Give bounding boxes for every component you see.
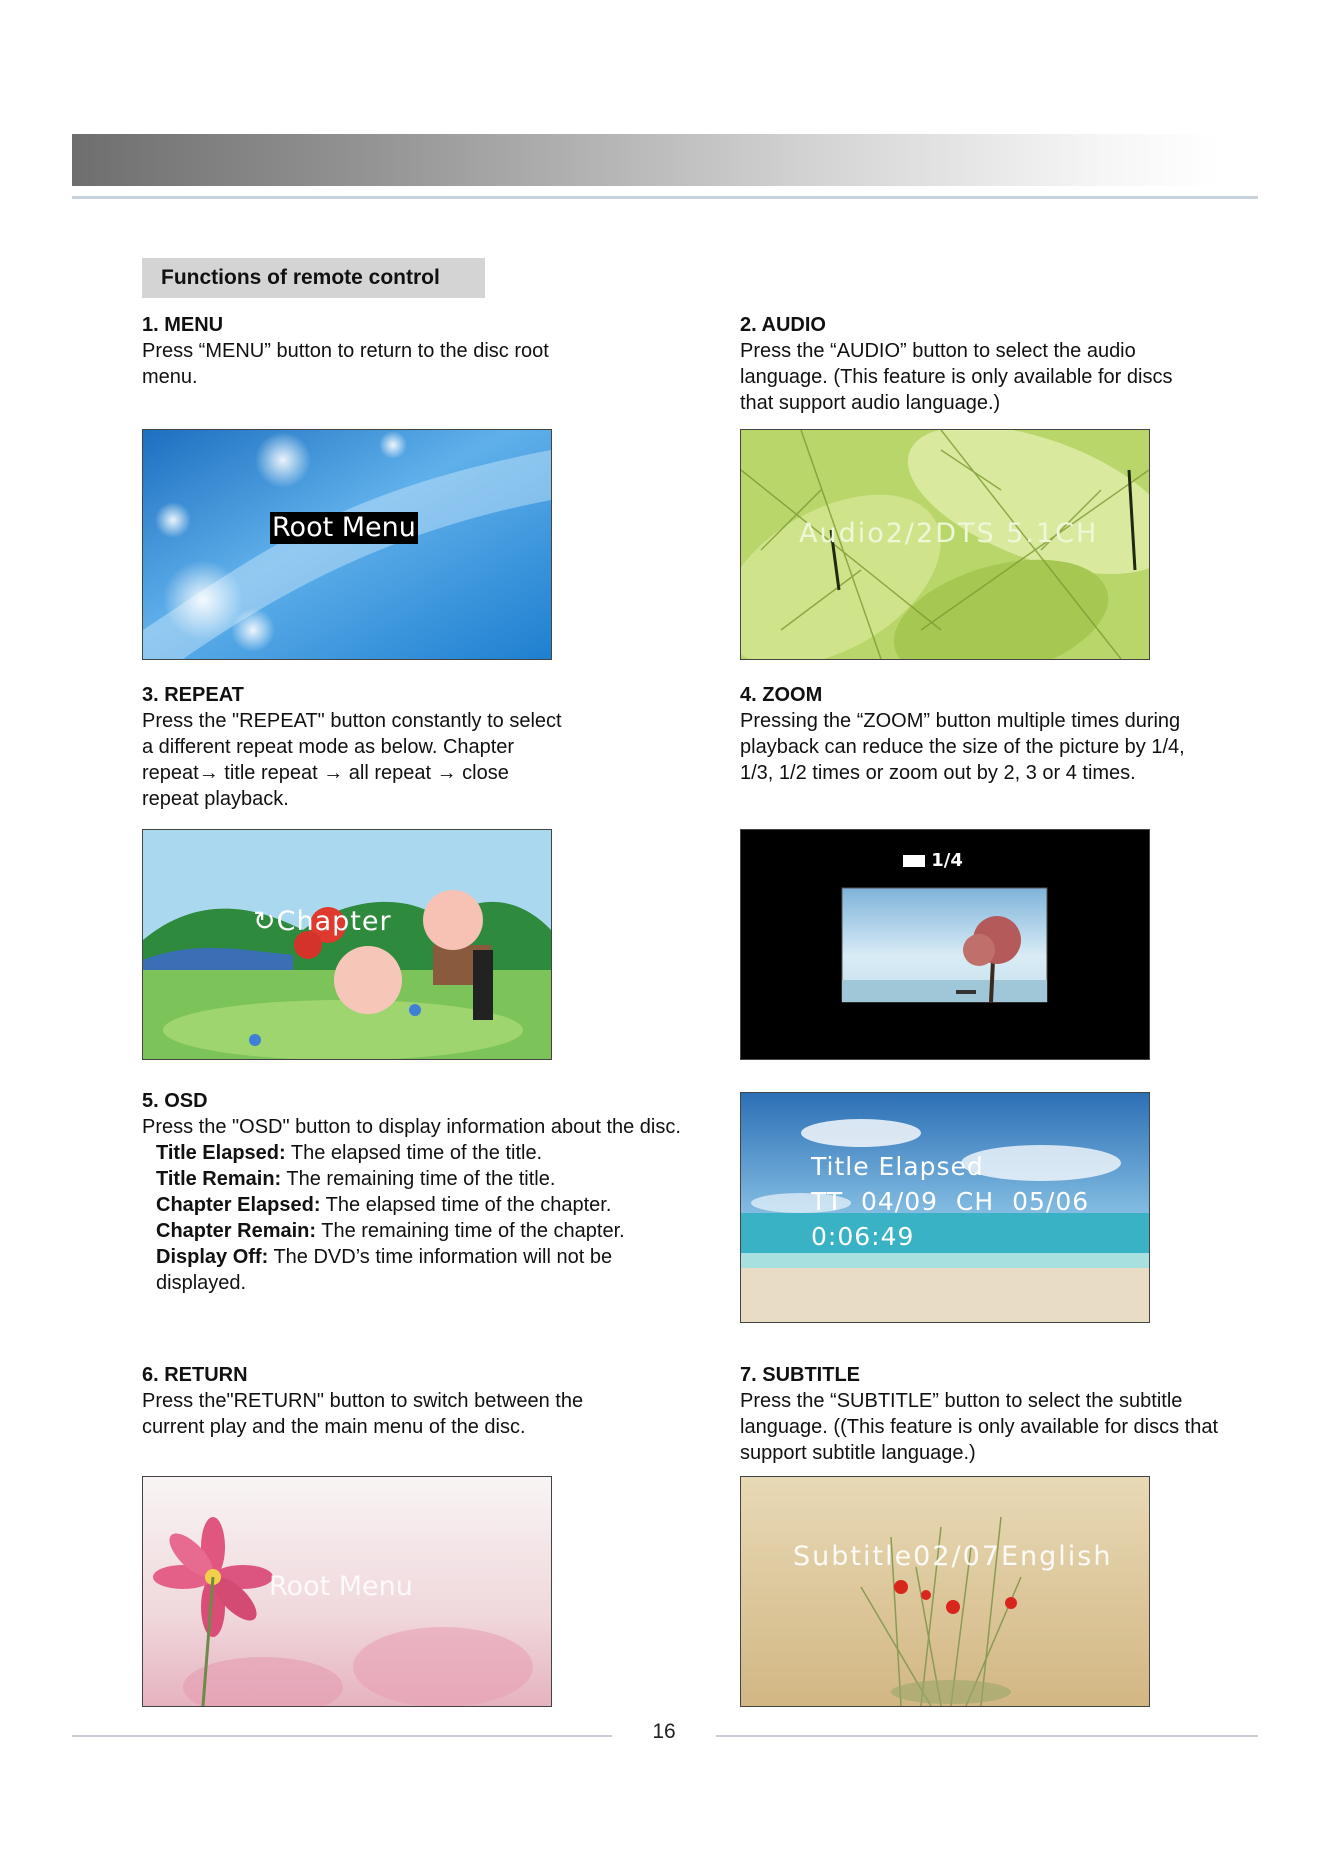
subtitle-description: Press the “SUBTITLE” button to select the subtitle language. ((This feature is only available for discs that support subtitle language.) xyxy=(740,1390,1219,1464)
header-bar xyxy=(72,134,1220,186)
osd-overlay-line1: Title Elapsed xyxy=(811,1152,984,1181)
audio-section xyxy=(740,312,1300,416)
menu-description: Press “MENU” button to return to the disc root menu. xyxy=(142,340,549,388)
return-section xyxy=(142,1362,702,1440)
osd-desc: The elapsed time of the title. xyxy=(285,1142,543,1164)
repeat-section xyxy=(142,682,702,812)
subtitle-heading: 7. SUBTITLE xyxy=(740,1364,861,1386)
repeat-heading: 3. REPEAT xyxy=(142,684,244,706)
osd-entry xyxy=(156,1140,712,1166)
return-screen-image xyxy=(142,1476,552,1707)
osd-entry xyxy=(156,1192,712,1218)
repeat-description: Press the "REPEAT" button constantly to select a different repeat mode as below. Chapter repeat→ title repeat → all repeat → close repeat playback. xyxy=(142,710,562,810)
menu-section xyxy=(142,312,702,390)
audio-heading: 2. AUDIO xyxy=(740,314,826,336)
repeat-screen-image xyxy=(142,829,552,1060)
return-description: Press the"RETURN" button to switch between the current play and the main menu of the disc. xyxy=(142,1390,584,1438)
osd-overlay-line3: 0:06:49 xyxy=(811,1222,915,1251)
osd-term: Title Elapsed: xyxy=(156,1142,286,1164)
zoom-section xyxy=(740,682,1300,786)
osd-term: Chapter Elapsed: xyxy=(156,1194,321,1216)
osd-overlay xyxy=(811,1149,1089,1254)
menu-screen-image xyxy=(142,429,552,660)
osd-desc: The remaining time of the chapter. xyxy=(316,1220,625,1242)
repeat-icon: ↻ xyxy=(253,906,277,937)
osd-term: Title Remain: xyxy=(156,1168,282,1190)
osd-overlay-line2: TT 04/09 CH 05/06 xyxy=(811,1187,1090,1216)
return-heading: 6. RETURN xyxy=(142,1364,248,1386)
repeat-overlay xyxy=(253,906,392,937)
osd-screen-image xyxy=(740,1092,1150,1323)
osd-desc: The DVD’s time information will not be displayed. xyxy=(156,1246,613,1294)
audio-description: Press the “AUDIO” button to select the audio language. (This feature is only available for discs that support audio language.) xyxy=(740,340,1173,414)
menu-heading: 1. MENU xyxy=(142,314,224,336)
zoom-overlay-text: 1/4 xyxy=(931,850,963,871)
footer-rule-right xyxy=(716,1735,1258,1737)
page-number: 16 xyxy=(652,1720,676,1743)
subtitle-section xyxy=(740,1362,1300,1466)
zoom-screen-image xyxy=(740,829,1150,1060)
osd-term: Display Off: xyxy=(156,1246,269,1268)
audio-overlay-text: Audio2/2DTS 5.1CH xyxy=(799,518,1099,549)
osd-desc: The remaining time of the title. xyxy=(281,1168,556,1190)
subtitle-screen-image xyxy=(740,1476,1150,1707)
footer-rule-left xyxy=(72,1735,612,1737)
menu-overlay-text: Root Menu xyxy=(272,512,416,543)
section-title: Functions of remote control xyxy=(142,258,485,298)
repeat-overlay-text: Chapter xyxy=(276,906,392,937)
zoom-description: Pressing the “ZOOM” button multiple times during playback can reduce the size of the picture by 1/4, 1/3, 1/2 times or zoom out by 2, 3 or 4 times. xyxy=(740,710,1185,784)
audio-screen-image xyxy=(740,429,1150,660)
zoom-icon xyxy=(903,855,925,867)
osd-list xyxy=(142,1140,712,1296)
return-overlay-text: Root Menu xyxy=(269,1571,413,1602)
osd-desc: The elapsed time of the chapter. xyxy=(320,1194,612,1216)
header-rule xyxy=(72,196,1258,199)
osd-term: Chapter Remain: xyxy=(156,1220,317,1242)
osd-description: Press the "OSD" button to display information about the disc. xyxy=(142,1116,681,1138)
zoom-heading: 4. ZOOM xyxy=(740,684,823,706)
osd-entry xyxy=(156,1244,676,1296)
osd-entry xyxy=(156,1218,712,1244)
subtitle-overlay-text: Subtitle02/07English xyxy=(793,1541,1113,1572)
zoom-overlay xyxy=(903,850,963,871)
osd-entry xyxy=(156,1166,712,1192)
osd-heading: 5. OSD xyxy=(142,1090,208,1112)
osd-section xyxy=(142,1088,712,1296)
